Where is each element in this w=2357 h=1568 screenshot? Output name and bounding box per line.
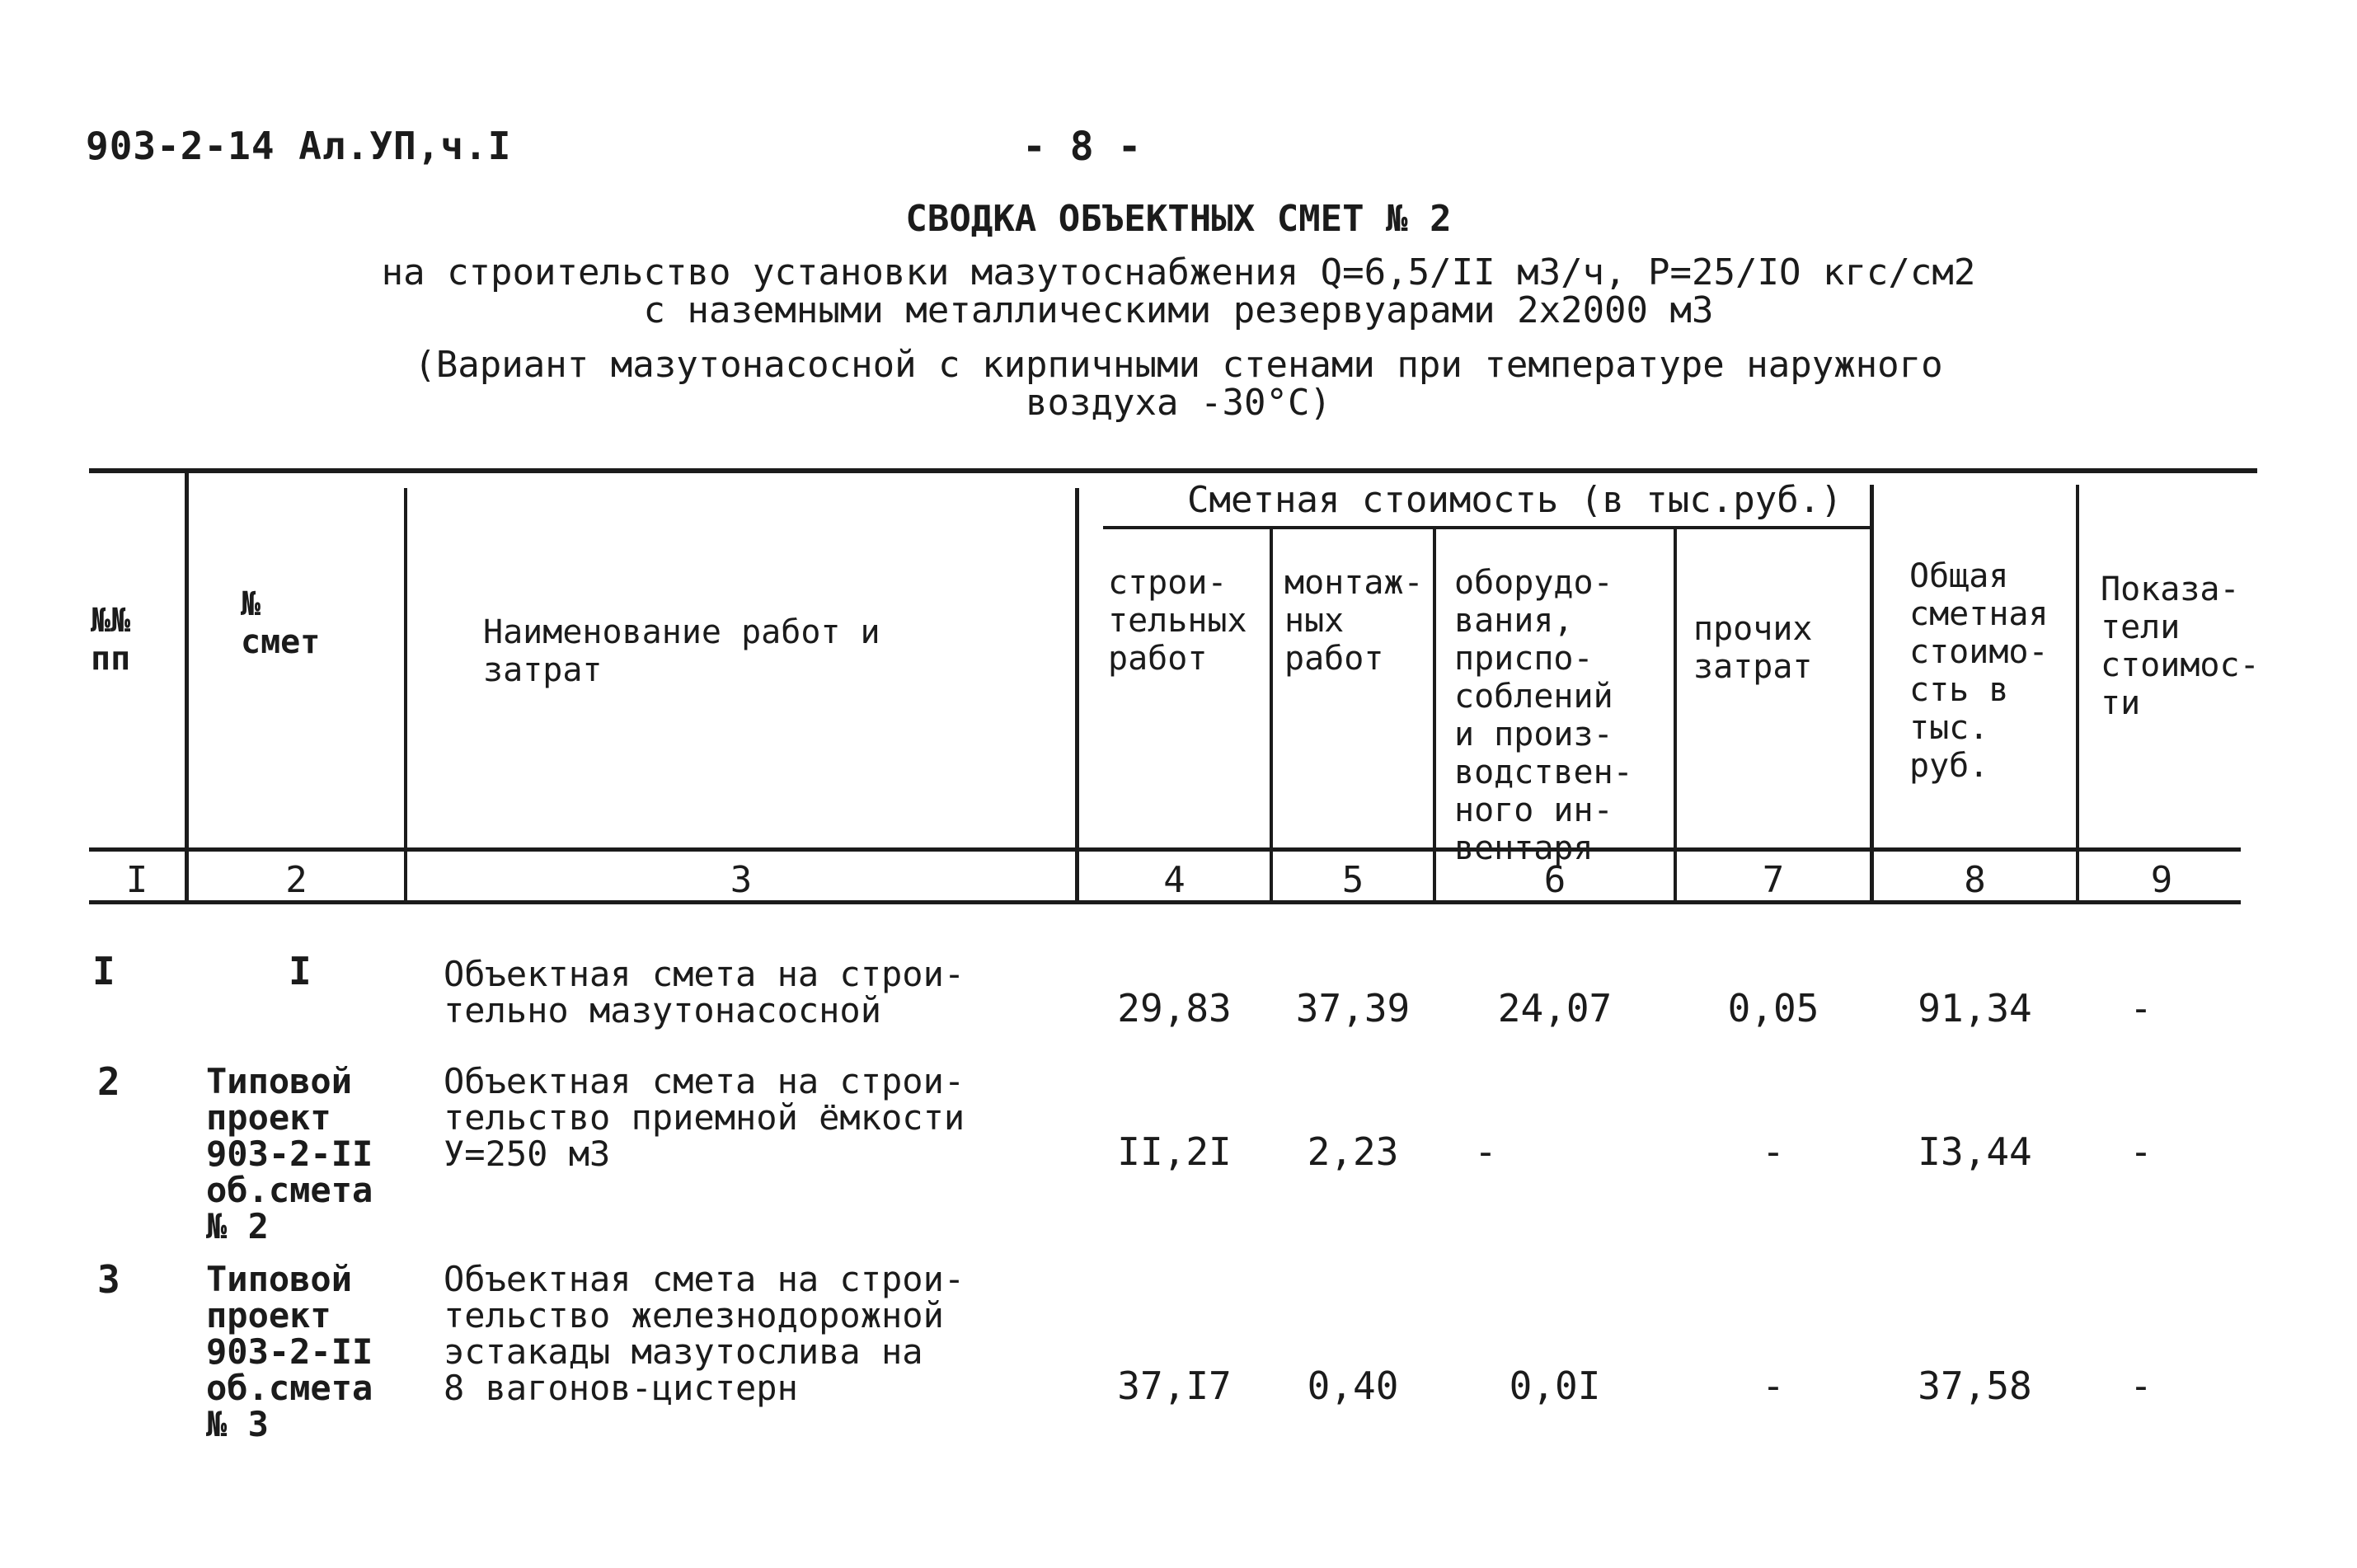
header-equipment: оборудо- вания, приспо- соблений и произ- водствен- ного ин- вентаря: [1454, 564, 1633, 867]
col-divider-4: [1270, 528, 1273, 904]
row-number: 2: [97, 1059, 120, 1104]
subtitle-block: [0, 251, 2357, 331]
column-number: 9: [2150, 859, 2173, 901]
column-number: 7: [1762, 859, 1785, 901]
group-header-rule: [1103, 526, 1870, 529]
header-work-name: Наименование работ и затрат: [483, 613, 880, 689]
header-estimate-number: № смет: [241, 585, 321, 661]
variant-note: [0, 346, 2357, 422]
installation-cost: 37,39: [1295, 986, 1411, 1030]
col-divider-3: [1075, 488, 1079, 904]
col-divider-7: [1870, 485, 1874, 904]
construction-cost: II,2I: [1117, 1129, 1232, 1174]
estimate-ref: I: [289, 949, 312, 993]
construction-cost: 37,I7: [1117, 1364, 1232, 1408]
page-number: - 8 -: [1022, 124, 1142, 170]
col-divider-2: [404, 488, 407, 904]
other-costs: 0,05: [1727, 986, 1819, 1030]
column-number: 6: [1543, 859, 1566, 901]
header-construction: строи- тельных работ: [1108, 564, 1247, 678]
total-cost: I3,44: [1918, 1129, 2032, 1174]
equipment-cost: 0,0I: [1509, 1364, 1601, 1408]
estimate-ref: Типовой проект 903-2-II об.смета № 3: [206, 1259, 373, 1444]
equipment-cost: -: [1474, 1129, 1497, 1174]
header-other-costs: прочих затрат: [1693, 610, 1813, 686]
header-cost-indicators: Показа- тели стоимос- ти: [2101, 570, 2260, 722]
column-number: 8: [1964, 859, 1986, 901]
col-divider-1: [185, 468, 189, 904]
column-number: 2: [285, 859, 308, 901]
subtitle-line-1: на строительство установки мазутоснабжения Q=6,5/II м3/ч, Р=25/IО кгс/см2: [381, 251, 1976, 293]
col-divider-6: [1674, 528, 1677, 904]
table-top-rule: [89, 468, 2257, 473]
construction-cost: 29,83: [1117, 986, 1232, 1030]
variant-line-2: воздуха -30°С): [1026, 382, 1331, 424]
other-costs: -: [1762, 1129, 1785, 1174]
header-installation: монтаж- ных работ: [1284, 564, 1424, 678]
total-cost: 37,58: [1918, 1364, 2032, 1408]
equipment-cost: 24,07: [1497, 986, 1613, 1030]
variant-line-1: (Вариант мазутонасосной с кирпичными стенами при температуре наружного: [414, 344, 1943, 386]
column-number: 5: [1341, 859, 1364, 901]
document-code: 903-2-14 Ал.УП,ч.I: [86, 124, 512, 168]
column-number: 4: [1163, 859, 1186, 901]
column-number: I: [125, 859, 148, 901]
other-costs: -: [1762, 1364, 1785, 1408]
header-total-cost: Общая сметная стоимо- сть в тыс. руб.: [1909, 557, 2049, 785]
header-cost-group: Сметная стоимость (в тыс.руб.): [1187, 479, 1843, 521]
installation-cost: 2,23: [1307, 1129, 1399, 1174]
cost-indicator: -: [2129, 1129, 2153, 1174]
row-number: 3: [97, 1257, 120, 1302]
header-bottom-rule: [89, 847, 2241, 852]
row-number: I: [92, 949, 115, 993]
work-name: Объектная смета на строи- тельно мазутонасосной: [444, 954, 965, 1030]
subtitle-line-2: с наземными металлическими резервуарами 2х2000 м3: [643, 289, 1714, 331]
estimate-ref: Типовой проект 903-2-II об.смета № 2: [206, 1061, 373, 1246]
cost-indicator: -: [2129, 1364, 2153, 1408]
cost-indicator: -: [2129, 986, 2153, 1030]
header-row-number: №№ пп: [91, 602, 131, 678]
col-divider-8: [2076, 485, 2079, 904]
installation-cost: 0,40: [1307, 1364, 1399, 1408]
total-cost: 91,34: [1918, 986, 2032, 1030]
document-title: СВОДКА ОБЪЕКТНЫХ СМЕТ № 2: [905, 198, 1452, 240]
work-name: Объектная смета на строи- тельство приемной ёмкости У=250 м3: [444, 1061, 965, 1174]
column-number: 3: [730, 859, 753, 901]
work-name: Объектная смета на строи- тельство железнодорожной эстакады мазутослива на 8 вагонов-цистерн: [444, 1259, 965, 1408]
col-divider-5: [1433, 528, 1436, 904]
